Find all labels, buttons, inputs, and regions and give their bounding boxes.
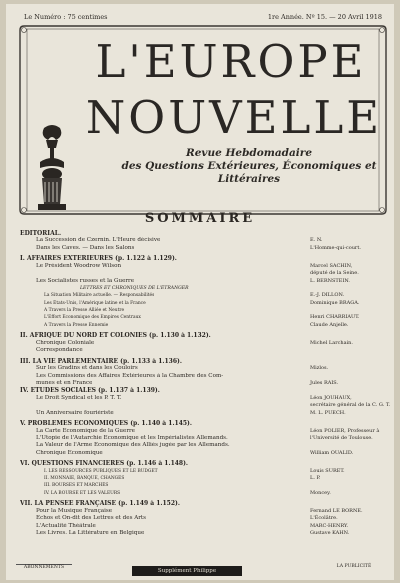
tagline-line-1: Revue Hebdomadaire (185, 147, 313, 159)
footer-advertising: LA PUBLICITÉ (336, 564, 372, 569)
toc-entry (20, 380, 386, 387)
toc-entry-author: Jules RAIS. (310, 379, 339, 386)
toc-section-heading (20, 500, 386, 507)
toc-entry-title: L'Utopie de l'Autarchie Économique et les Impérialistes Allemands. (36, 434, 228, 441)
toc-entry-title: IV. ÉTUDES SOCIALES (p. 1.137 à 1.139). (20, 387, 160, 395)
issue-number-date: 1re Année. Nº 15. — 20 Avril 1918 (267, 13, 382, 21)
toc-entry-title: VI. QUESTIONS FINANCIÈRES (p. 1.146 à 1.148). (20, 460, 189, 468)
toc-entry-title: I. AFFAIRES EXTÉRIEURES (p. 1.122 à 1.129). (20, 255, 177, 263)
toc-entry (20, 373, 386, 380)
toc-section-heading (20, 358, 386, 365)
toc-entry (20, 278, 386, 285)
toc-entry-author: Marcel SACHIN, (310, 262, 353, 269)
footer-supplement: Supplément Philippe (132, 566, 242, 576)
toc-entry-author: William OUALID. (310, 449, 354, 456)
masthead (18, 24, 388, 216)
toc-entry-author: E. N. (310, 237, 323, 244)
toc-entry-author: Michel Larchain. (310, 339, 353, 346)
toc-entry (20, 365, 386, 372)
toc-entry-title: Pour la Musique Française (36, 507, 113, 514)
toc-entry (20, 340, 386, 347)
toc-entry (20, 307, 386, 314)
toc-entry-title: La Valeur de l'Arme Économique des Alliés jugée par les Allemands. (36, 442, 230, 449)
toc-entry-author: L'Écolâtre. (310, 515, 338, 522)
toc-entry-title: III. BOURSES ET MARCHÉS (44, 483, 109, 489)
toc-entry-title: Chronique Coloniale (36, 339, 95, 346)
toc-entry-author: L. BERNSTEIN. (310, 277, 350, 284)
toc-entry-title: ÉDITORIAL. (20, 230, 62, 237)
toc-entry-title: II. AFRIQUE DU NORD ET COLONIES (p. 1.130 à 1.132). (20, 332, 211, 340)
toc-entry-title: Chronique Économique (36, 449, 103, 456)
toc-entry-author: Fernand LE BORNE. (310, 507, 363, 514)
toc-entry-title: II. MONNAIE, BANQUE, CHANGES (44, 476, 125, 482)
toc-entry-author: E.-J. DILLON. (310, 292, 345, 299)
toc-entry (20, 435, 386, 442)
toc-entry-author: Claude Anjelle. (310, 321, 349, 328)
footer (12, 564, 388, 578)
toc-entry-title: L'Actualité Théâtrale (36, 522, 96, 529)
toc-entry (20, 402, 391, 409)
toc-entry (20, 515, 386, 522)
toc-entry (20, 475, 386, 482)
toc-entry-title: Le Président Woodrow Wilson (36, 262, 122, 269)
tagline (120, 147, 378, 186)
toc-entry-title: I. LES RESSOURCES PUBLIQUES ET LE BUDGET (44, 468, 158, 474)
toc-entry-title: III. LA VIE PARLEMENTAIRE (p. 1.133 à 1.136). (20, 357, 182, 365)
toc-entry-title: IV. LA BOURSE ET LES VALEURS (44, 490, 121, 496)
toc-entry-author: député de la Seine. (310, 270, 359, 277)
title-line-1: L'EUROPE (95, 35, 367, 88)
toc-entry-author: secrétaire général de la C. G. T. (310, 402, 391, 409)
toc-entry (20, 523, 386, 530)
toc-entry (20, 237, 386, 244)
toc-entry-title: A Travers la Presse Ennemie (44, 322, 109, 328)
toc-entry-title: La Carte Économique de la Guerre (36, 427, 135, 434)
toc-entry (20, 347, 386, 354)
title-line-2: NOUVELLE (85, 91, 383, 144)
table-of-contents (20, 230, 391, 537)
toc-entry-title: L'Effort Économique des Empires Centraux (44, 315, 141, 321)
toc-entry-title: munes et en France (36, 379, 93, 386)
toc-entry-title: La Situation Militaire actuelle. — Responsabilités (44, 293, 155, 299)
toc-entry-author: Mizlos. (310, 365, 329, 372)
toc-entry-title: Les Commissions des Affaires Extérieures à la Chambre des Com- (36, 372, 224, 379)
toc-entry (20, 292, 386, 299)
toc-section-heading (20, 420, 386, 427)
toc-entry-title: Correspondance (36, 347, 83, 354)
toc-entry (20, 300, 386, 307)
torch-statue-icon (30, 124, 74, 212)
toc-entry-title: Les Livres. La Littérature en Belgique (36, 529, 145, 536)
tagline-line-2: des Questions Extérieures, Économiques et Littéraires (121, 160, 377, 185)
toc-entry (20, 428, 386, 435)
toc-entry-title: Le Droit Syndical et les P. T. T. (36, 394, 122, 401)
toc-entry (20, 410, 386, 417)
toc-entry-title: A Travers la Presse Alliée et Neutre (44, 308, 125, 314)
toc-entry-title: Les États-Unis, l'Amérique latine et la France (44, 300, 146, 306)
toc-entry-author: Gustave KAHN. (310, 529, 350, 536)
toc-entry (20, 270, 386, 277)
toc-entry-author: L'Homme-qui-court. (310, 244, 361, 251)
toc-entry (20, 490, 386, 497)
toc-entry-author: l'Université de Toulouse. (310, 434, 373, 441)
page (6, 4, 394, 580)
issue-price: Le Numéro : 75 centimes (24, 13, 108, 21)
toc-entry-author: Dominique BRAGA. (310, 299, 360, 306)
toc-entry (20, 245, 386, 252)
toc-entry (20, 468, 386, 475)
toc-entry (20, 442, 386, 449)
toc-entry-title: Sur les Gradins et dans les Couloirs (36, 365, 138, 372)
toc-entry (20, 314, 386, 321)
toc-section-heading (20, 460, 386, 467)
toc-entry (20, 450, 386, 457)
toc-entry-author: MARC-HENRY. (310, 522, 349, 529)
toc-entry (20, 285, 386, 292)
toc-entry-author: Louis SURET. (310, 467, 345, 474)
toc-entry-title: La Succession de Czernin. L'Heure décisive (36, 237, 161, 244)
toc-entry-author: Léon JOUHAUX, (310, 394, 352, 401)
toc-entry-author: Moncey. (310, 489, 331, 496)
footer-subscriptions: ABONNEMENTS (16, 564, 72, 571)
toc-entry-title: LETTRES ET CHRONIQUES DE L'ÉTRANGER (80, 285, 189, 291)
toc-entry (20, 322, 386, 329)
toc-entry (20, 482, 386, 489)
toc-section-heading (20, 387, 386, 394)
toc-entry-title: V. PROBLÈMES ÉCONOMIQUES (p. 1.140 à 1.145). (20, 420, 192, 428)
toc-entry-title: Dans les Caves. — Dans les Salons (36, 244, 135, 251)
toc-entry (20, 530, 386, 537)
toc-section-heading (20, 332, 386, 339)
toc-entry-author: Léon POLIER, Professeur à (310, 427, 380, 434)
toc-entry-author: M. L. PUECH. (310, 409, 346, 416)
toc-entry-title: VII. LA PENSÉE FRANÇAISE (p. 1.149 à 1.152). (20, 500, 180, 508)
toc-entry-title: Échos et On-dit des Lettres et des Arts (36, 515, 147, 522)
toc-entry-author: L. P. (310, 475, 321, 482)
toc-entry-author: Henri CHARRIAUT. (310, 314, 360, 321)
issue-line (24, 12, 382, 22)
sommaire-title: SOMMAIRE (144, 211, 256, 226)
toc-section-heading (20, 255, 386, 262)
toc-entry-title: Un Anniversaire fouriériste (36, 409, 114, 416)
toc-entry-title: Les Socialistes russes et la Guerre (36, 277, 135, 284)
toc-section-heading (20, 230, 386, 237)
